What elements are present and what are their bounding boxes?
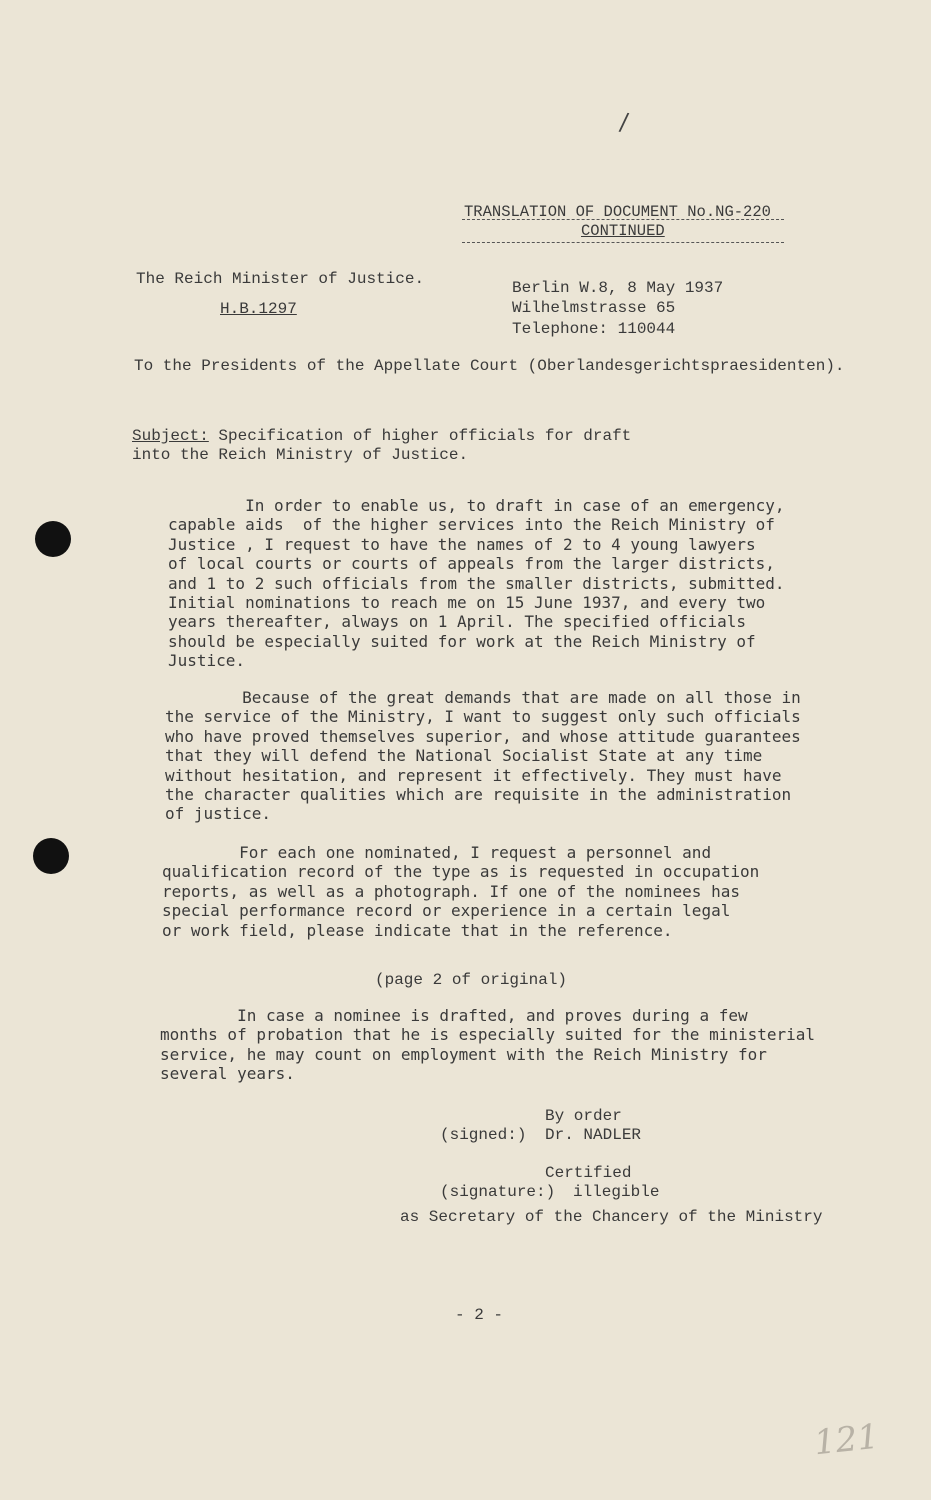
sender-reference: H.B.1297 [220, 300, 297, 318]
handwritten-archive-number: 121 [812, 1416, 881, 1464]
signature-capacity: as Secretary of the Chancery of the Ministry [400, 1208, 823, 1226]
punch-hole-top [35, 521, 71, 557]
signature-signed-name: Dr. NADLER [545, 1126, 642, 1144]
header-rule-top [462, 219, 784, 220]
signature-label: (signature:) [440, 1183, 556, 1201]
body-paragraph-3: For each one nominated, I request a personnel and qualification record of the type as is requested in occupation reports, as well as a photograph. If one of the nominees has special performance record or experience in a certain legal or work field, please indicate that in the reference. [162, 843, 760, 940]
document-header-title: TRANSLATION OF DOCUMENT No.NG-220 [464, 203, 771, 221]
body-paragraph-1: In order to enable us, to draft in case of an emergency, capable aids of the higher services into the Reich Ministry of Justice , I request to have the names of 2 to 4 young lawyers of local courts or courts of appeals from the larger districts, and 1 to 2 such officials from the smaller districts, submitted. Initial nominations to reach me on 15 June 1937, and every two years thereafter, always on 1 April. The specified officials should be especially suited for work at the Reich Ministry of Justice. [168, 496, 785, 671]
header-rule-bottom [462, 242, 784, 243]
signature-value: illegible [573, 1183, 660, 1201]
signature-certified: Certified [545, 1164, 632, 1182]
subject-line-2: into the Reich Ministry of Justice. [132, 446, 469, 464]
address-street: Wilhelmstrasse 65 [512, 299, 676, 317]
punch-hole-bottom [33, 838, 69, 874]
page-tick-mark: / [618, 107, 631, 137]
page-number: - 2 - [455, 1306, 504, 1324]
signature-signed-label: (signed:) [440, 1126, 527, 1144]
subject-label: Subject: [132, 427, 209, 445]
body-paragraph-2: Because of the great demands that are made on all those in the service of the Ministry, I want to suggest only such officials who have proved themselves superior, and whose attitude guarantees that they will defend the National Socialist State at any time without hesitation, and represent it effectively. They must have the character qualities which are requisite in the administration of justice. [165, 688, 801, 824]
address-telephone: Telephone: 110044 [512, 320, 676, 338]
body-paragraph-4: In case a nominee is drafted, and proves during a few months of probation that he is especially suited for the ministerial service, he may count on employment with the Reich Ministry for several years. [160, 1006, 816, 1084]
sender-title: The Reich Minister of Justice. [136, 270, 425, 288]
subject-text: Specification of higher officials for draft [208, 427, 632, 445]
recipient-line: To the Presidents of the Appellate Court (Oberlandesgerichtspraesidenten). [134, 357, 845, 375]
subject-line-1 [132, 427, 631, 446]
signature-by-order: By order [545, 1107, 622, 1125]
original-page-note: (page 2 of original) [375, 971, 568, 989]
document-header-continued: CONTINUED [581, 222, 665, 240]
address-city-date: Berlin W.8, 8 May 1937 [512, 279, 724, 297]
